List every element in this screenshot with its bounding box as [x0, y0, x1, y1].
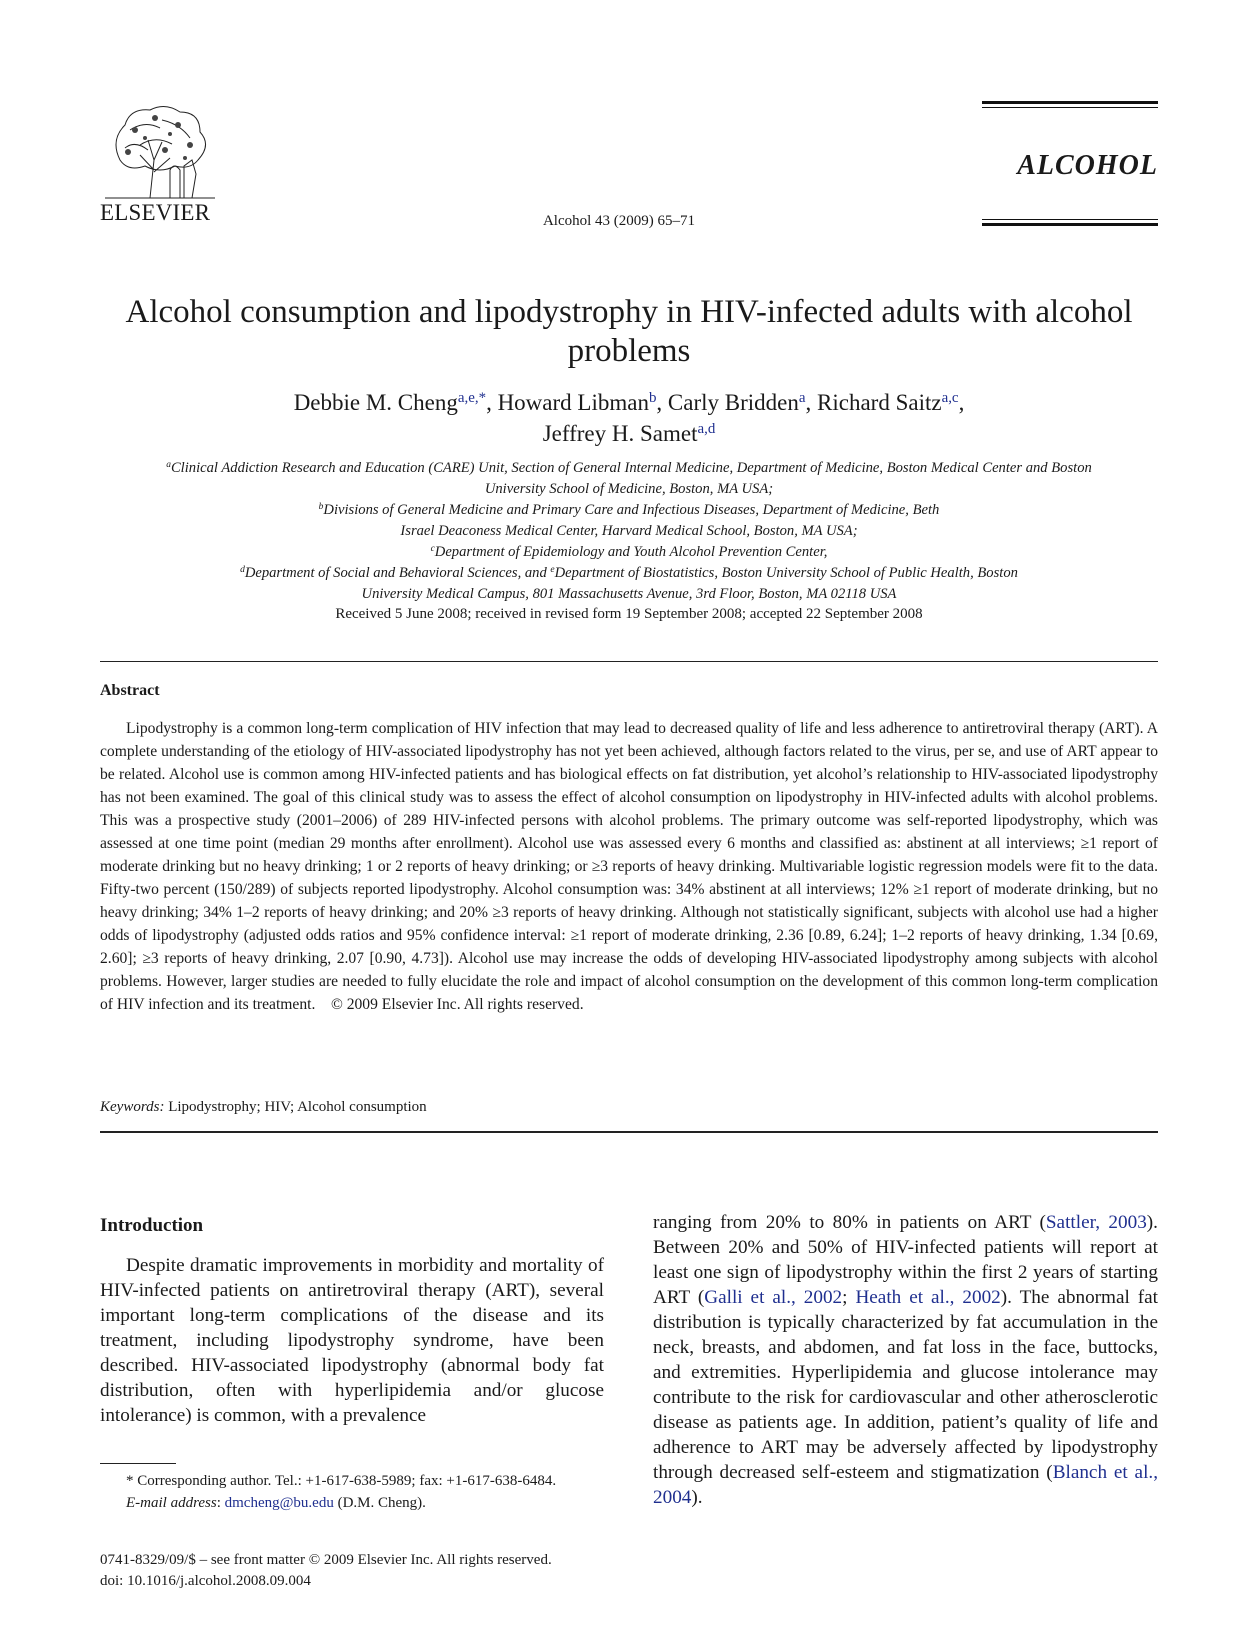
author-affiliation-link[interactable]: b	[648, 389, 657, 406]
abstract-body: Lipodystrophy is a common long-term complication of HIV infection that may lead to decreased quality of life and less adherence to antiretroviral therapy (ART). A complete understanding of the etiology of HIV-associated lipodystrophy has not yet been achieved, although factors related to the virus, per se, and use of ART appear to be related. Alcohol use is common among HIV-infected patients and has biological effects on fat distribution, yet alcohol’s relationship to HIV-associated lipodystrophy has not been examined. The goal of this clinical study was to assess the effect of alcohol consumption on lipodystrophy in HIV-infected adults with alcohol problems. This was a prospective study (2001–2006) of 289 HIV-infected persons with alcohol problems. The primary outcome was self-reported lipodystrophy, which was assessed at one time point (median 29 months after enrollment). Alcohol use was assessed every 6 months and classified as: abstinent at all interviews; ≥1 report of moderate drinking but no heavy drinking; 1 or 2 reports of heavy drinking; or ≥3 reports of heavy drinking. Multivariable logistic regression models were fit to the data. Fifty-two percent (150/289) of subjects reported lipodystrophy. Alcohol consumption was: 34% abstinent at all interviews; 12% ≥1 report of moderate drinking, but no heavy drinking; 34% 1–2 reports of heavy drinking; and 20% ≥3 reports of heavy drinking. Although not statistically significant, subjects with alcohol use had a higher odds of lipodystrophy (adjusted odds ratios and 95% confidence interval: ≥1 report of moderate drinking, 2.36 [0.89, 6.24]; 1–2 reports of heavy drinking, 1.34 [0.69, 2.60]; ≥3 reports of heavy drinking, 2.07 [0.90, 4.73]). Alcohol use may increase the odds of developing HIV-associated lipodystrophy among subjects with alcohol problems. However, larger studies are needed to fully elucidate the role and impact of alcohol consumption on the development of this common long-term complication of HIV infection and its treatment. © 2009 Elsevier Inc. All rights reserved.	[100, 720, 1158, 1013]
keywords-label: Keywords:	[100, 1099, 165, 1115]
reference-link[interactable]: Heath et al., 2002	[855, 1287, 1001, 1308]
affiliation-d-e: $^d$Department of Social and Behavioral Sciences, and $^e$Department of Biostatistics, Boston University School of Public Health, Boston University Medical Campus, 801 Massachusetts Avenue, 3rd Floor, Boston, MA 02118 USA	[240, 564, 1018, 602]
affiliation-a: $^a$Clinical Addiction Research and Education (CARE) Unit, Section of General Internal Medicine, Department of Medicine, Boston Medical Center and Boston University School of Medicine, Boston, MA USA;	[166, 459, 1092, 497]
abstract-rule-top	[100, 661, 1158, 662]
author-name: Debbie M. Cheng	[293, 390, 458, 415]
author-name: Howard Libman	[497, 390, 649, 415]
author-name: Jeffrey H. Samet	[542, 421, 698, 446]
publisher-name: ELSEVIER	[100, 200, 211, 225]
doi-line: doi: 10.1016/j.alcohol.2008.09.004	[100, 1573, 311, 1589]
author-affiliation-link[interactable]: a,e,*	[457, 389, 487, 406]
journal-rule-top-thin	[982, 107, 1158, 108]
author-affiliation-link[interactable]: a,d	[697, 420, 716, 437]
intro-left-column: Despite dramatic improvements in morbidity and mortality of HIV-infected patients on antiretroviral therapy (ART), several important long-term complications of the disease and its treatment, including lipodystrophy syndrome, have been described. HIV-associated lipodystrophy (abnormal body fat distribution, often with hyperlipidemia and/or glucose intolerance) is common, with a prevalence	[100, 1255, 604, 1426]
issn-line: 0741-8329/09/$ – see front matter © 2009 Elsevier Inc. All rights reserved.	[100, 1552, 552, 1568]
affiliations	[100, 458, 1158, 605]
email-note: E-mail address: dmcheng@bu.edu (D.M. Cheng).	[126, 1495, 426, 1511]
front-matter	[100, 1550, 660, 1592]
email-link[interactable]: dmcheng@bu.edu	[224, 1495, 334, 1511]
article-title: Alcohol consumption and lipodystrophy in HIV-infected adults with alcohol problems	[125, 294, 1133, 369]
reference-link[interactable]: Blanch et al., 2004	[653, 1462, 1159, 1508]
abstract-rule-bottom	[100, 1131, 1158, 1133]
author-name: Richard Saitz	[817, 390, 942, 415]
author-affiliation-link[interactable]: a,c	[941, 389, 959, 406]
affiliation-b: $^b$Divisions of General Medicine and Primary Care and Infectious Diseases, Department of Medicine, Beth Israel Deaconess Medical Center, Harvard Medical School, Boston, MA USA;	[318, 501, 940, 539]
author-name: Carly Bridden	[667, 390, 799, 415]
reference-link[interactable]: Galli et al., 2002	[704, 1287, 843, 1308]
keywords	[100, 1099, 427, 1116]
footnote-rule	[100, 1463, 176, 1464]
footnote	[100, 1471, 604, 1513]
keywords-text: Lipodystrophy; HIV; Alcohol consumption	[168, 1099, 427, 1115]
journal-title: ALCOHOL	[1017, 150, 1158, 181]
reference-link[interactable]: Sattler, 2003	[1045, 1212, 1147, 1233]
journal-rule-top	[982, 101, 1158, 104]
affiliation-c: $^c$Department of Epidemiology and Youth Alcohol Prevention Center,	[430, 543, 828, 560]
author-list: Debbie M. Cheng$^{a,e,*}$, Howard Libman$^b$, Carly Bridden$^a$, Richard Saitz$^{a,c}$, Jeffrey H. Samet$^{a,d}$	[293, 389, 965, 446]
elsevier-tree-logo	[100, 100, 220, 200]
corresponding-author-note: * Corresponding author. Tel.: +1-617-638-5989; fax: +1-617-638-6484.	[126, 1473, 557, 1489]
author-affiliation-link[interactable]: a	[798, 389, 806, 406]
section-heading-introduction: Introduction	[100, 1215, 204, 1236]
abstract-heading: Abstract	[100, 682, 160, 699]
journal-citation: Alcohol 43 (2009) 65–71	[542, 213, 696, 229]
abstract-copyright: © 2009 Elsevier Inc. All rights reserved.	[330, 996, 584, 1013]
journal-rule-bottom-thin	[982, 219, 1158, 220]
intro-right-column: ranging from 20% to 80% in patients on ART (Sattler, 2003). Between 20% and 50% of HIV-infected patients will report at least one sign of lipodystrophy within the first 2 years of starting ART (Galli et al., 2002; Heath et al., 2002). The abnormal fat distribution is typically characterized by fat accumulation in the neck, breasts, and abdomen, and fat loss in the face, buttocks, and extremities. Hyperlipidemia and glucose intolerance may contribute to the risk for cardiovascular and other atherosclerotic disease as patients age. In addition, patient’s quality of life and adherence to ART may be adversely affected by lipodystrophy through decreased self-esteem and stigmatization (Blanch et al., 2004).	[653, 1212, 1159, 1508]
journal-rule-bottom	[982, 223, 1158, 226]
received-dates: Received 5 June 2008; received in revised form 19 September 2008; accepted 22 September 2008	[335, 606, 923, 622]
